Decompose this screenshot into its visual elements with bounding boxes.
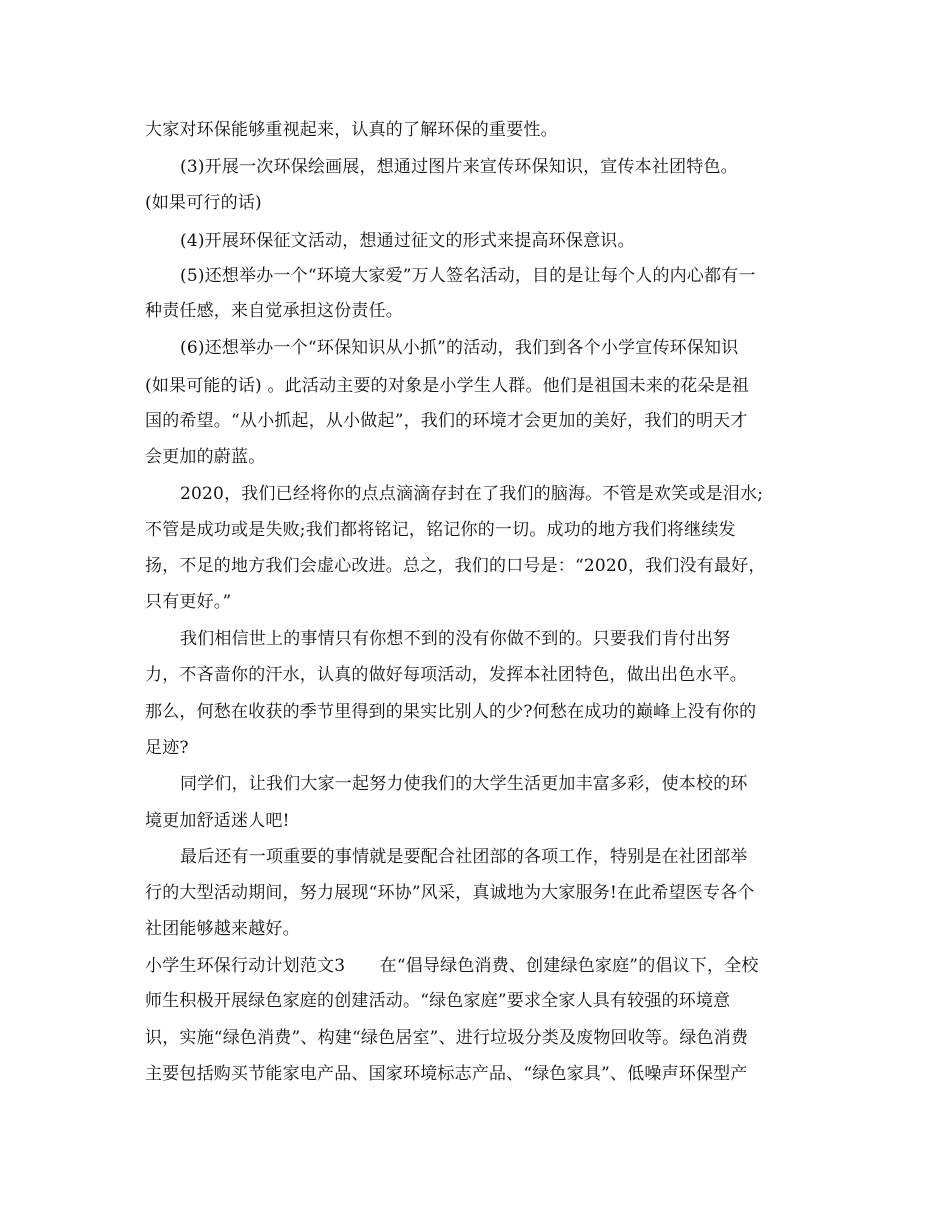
text-line: (如果可能的话) 。此活动主要的对象是小学生人群。他们是祖国未来的花朵是祖 bbox=[145, 376, 750, 396]
text-line: (3)开展一次环保绘画展，想通过图片来宣传环保知识，宣传本社团特色。 bbox=[180, 157, 738, 177]
text-line: 识，实施“绿色消费”、构建“绿色居室”、进行垃圾分类及废物回收等。绿色消费 bbox=[145, 1028, 749, 1048]
text-line: 境更加舒适迷人吧! bbox=[145, 811, 290, 831]
text-line: 只有更好。” bbox=[145, 592, 232, 612]
text-line: 2020，我们已经将你的点点滴滴存封在了我们的脑海。不管是欢笑或是泪水; bbox=[180, 484, 764, 504]
text-line: (4)开展环保征文活动，想通过征文的形式来提高环保意识。 bbox=[180, 231, 635, 251]
text-line: 国的希望。“从小抓起，从小做起”，我们的环境才会更加的美好，我们的明天才 bbox=[145, 411, 748, 431]
text-line: 我们相信世上的事情只有你想不到的没有你做不到的。只要我们肯付出努 bbox=[180, 629, 731, 649]
text-line: 扬，不足的地方我们会虚心改进。总之，我们的口号是：“2020，我们没有最好， bbox=[145, 556, 766, 576]
text-line: (5)还想举办一个“环境大家爱”万人签名活动，目的是让每个人的内心都有一 bbox=[180, 266, 756, 286]
text-line: 行的大型活动期间，努力展现“环协”风采，真诚地为大家服务!在此希望医专各个 bbox=[145, 883, 755, 903]
text-line: 社团能够越来越好。 bbox=[145, 919, 300, 939]
text-line: 大家对环保能够重视起来，认真的了解环保的重要性。 bbox=[145, 120, 558, 140]
text-line: 师生积极开展绿色家庭的创建活动。“绿色家庭”要求全家人具有较强的环境意 bbox=[145, 991, 731, 1011]
text-line: (如果可行的话) bbox=[145, 193, 262, 213]
text-line: 主要包括购买节能家电产品、国家环境标志产品、“绿色家具”、低噪声环保型产 bbox=[145, 1064, 748, 1084]
text-line: 力，不吝啬你的汗水，认真的做好每项活动，发挥本社团特色，做出出色水平。 bbox=[145, 665, 747, 685]
text-line: 那么，何愁在收获的季节里得到的果实比别人的少?何愁在成功的巅峰上没有你的 bbox=[145, 702, 757, 722]
text-line: (6)还想举办一个“环保知识从小抓”的活动，我们到各个小学宣传环保知识 bbox=[180, 338, 739, 358]
text-line: 小学生环保行动计划范文3 在“倡导绿色消费、创建绿色家庭”的倡议下，全校 bbox=[145, 956, 759, 976]
text-line: 种责任感，来自觉承担这份责任。 bbox=[145, 301, 403, 321]
text-line: 最后还有一项重要的事情就是要配合社团部的各项工作，特别是在社团部举 bbox=[180, 847, 748, 867]
text-line: 会更加的蔚蓝。 bbox=[145, 447, 266, 467]
text-line: 同学们，让我们大家一起努力使我们的大学生活更加丰富多彩，使本校的环 bbox=[180, 774, 748, 794]
text-line: 不管是成功或是失败;我们都将铭记，铭记你的一切。成功的地方我们将继续发 bbox=[145, 520, 736, 540]
text-line: 足迹? bbox=[145, 738, 189, 758]
